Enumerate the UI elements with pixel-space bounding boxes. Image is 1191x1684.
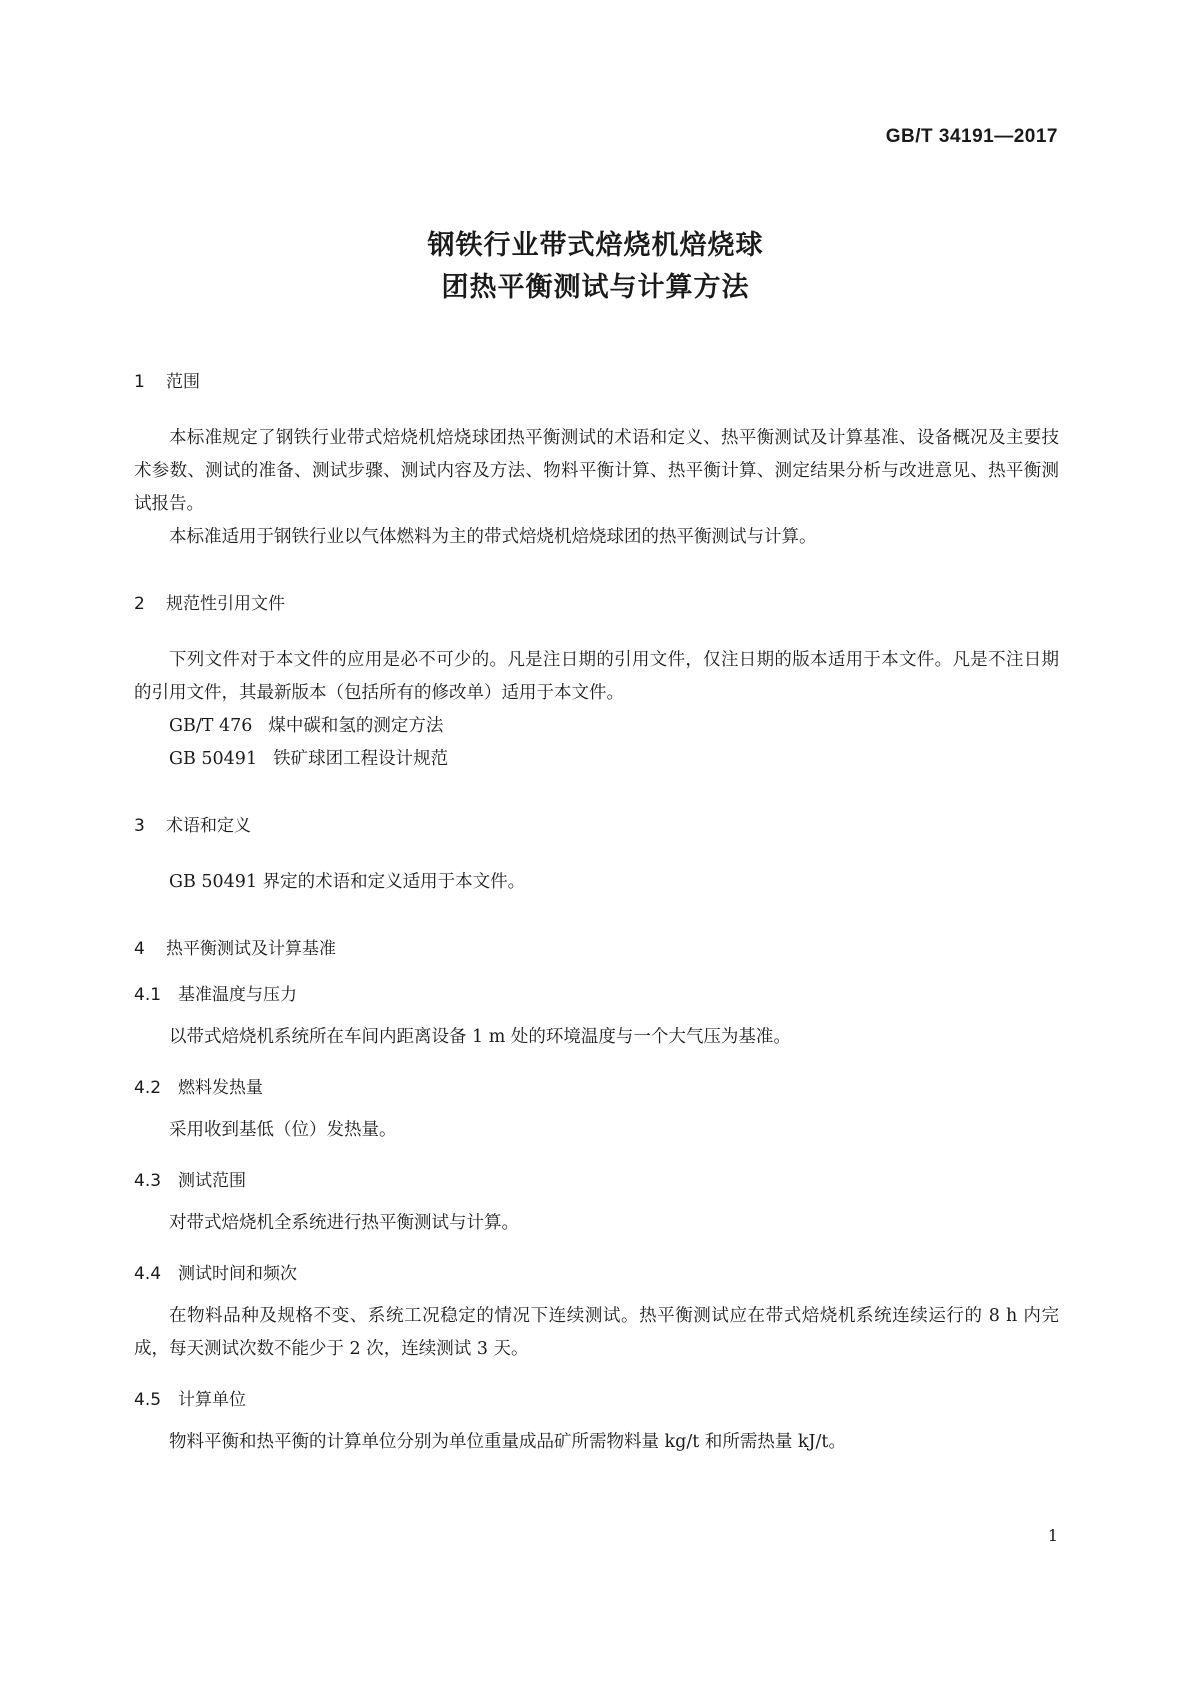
- section-heading-2: [134, 592, 1059, 616]
- reference-name: 铁矿球团工程设计规范: [273, 749, 449, 769]
- document-body: [134, 370, 1059, 1459]
- subsection-heading-4-3: [134, 1169, 1059, 1193]
- subsection-title: 测试时间和频次: [178, 1264, 297, 1284]
- standard-number: GB/T 34191—2017: [885, 126, 1058, 147]
- reference-code: GB/T 476: [169, 716, 253, 736]
- paragraph: 物料平衡和热平衡的计算单位分别为单位重量成品矿所需物料量 kg/t 和所需热量 kJ/t。: [169, 1432, 846, 1452]
- section-number: 4: [134, 939, 145, 959]
- subsection-number: 4.5: [134, 1390, 162, 1410]
- subsection-number: 4.4: [134, 1264, 162, 1284]
- document-title-line-1: 钢铁行业带式焙烧机焙烧球: [427, 230, 764, 261]
- subsection-number: 4.3: [134, 1171, 162, 1191]
- subsection-title: 基准温度与压力: [178, 985, 297, 1005]
- subsection-title: 测试范围: [178, 1171, 246, 1191]
- subsection-title: 燃料发热量: [178, 1078, 263, 1098]
- paragraph: 在物料品种及规格不变、系统工况稳定的情况下连续测试。热平衡测试应在带式焙烧机系统连续运行的 8 h 内完成，每天测试次数不能少于 2 次，连续测试 3 天。: [134, 1306, 1059, 1359]
- section-title: 术语和定义: [166, 816, 251, 836]
- section-title: 范围: [166, 372, 200, 392]
- subsection-heading-4-5: [134, 1388, 1059, 1412]
- document-title-line-2: 团热平衡测试与计算方法: [441, 272, 750, 303]
- paragraph: GB 50491 界定的术语和定义适用于本文件。: [169, 872, 526, 892]
- paragraph: 本标准适用于钢铁行业以气体燃料为主的带式焙烧机焙烧球团的热平衡测试与计算。: [169, 527, 817, 547]
- document-title: [0, 225, 1191, 309]
- section-title: 规范性引用文件: [166, 594, 285, 614]
- subsection-heading-4-4: [134, 1262, 1059, 1286]
- subsection-heading-4-1: [134, 983, 1059, 1007]
- paragraph: 以带式焙烧机系统所在车间内距离设备 1 m 处的环境温度与一个大气压为基准。: [169, 1027, 791, 1047]
- subsection-title: 计算单位: [178, 1390, 246, 1410]
- subsection-heading-4-2: [134, 1076, 1059, 1100]
- section-title: 热平衡测试及计算基准: [166, 939, 336, 959]
- reference-item: [134, 743, 1059, 776]
- paragraph: 本标准规定了钢铁行业带式焙烧机焙烧球团热平衡测试的术语和定义、热平衡测试及计算基准、设备概况及主要技术参数、测试的准备、测试步骤、测试内容及方法、物料平衡计算、热平衡计算、测定结果分析与改进意见、热平衡测试报告。: [134, 428, 1059, 514]
- paragraph: 下列文件对于本文件的应用是必不可少的。凡是注日期的引用文件，仅注日期的版本适用于本文件。凡是不注日期的引用文件，其最新版本（包括所有的修改单）适用于本文件。: [134, 650, 1059, 703]
- section-heading-4: [134, 937, 1059, 961]
- reference-item: [134, 710, 1059, 743]
- reference-code: GB 50491: [169, 749, 258, 769]
- subsection-number: 4.2: [134, 1078, 162, 1098]
- paragraph: 对带式焙烧机全系统进行热平衡测试与计算。: [169, 1213, 519, 1233]
- section-heading-3: [134, 814, 1059, 838]
- section-number: 2: [134, 594, 145, 614]
- paragraph: 采用收到基低（位）发热量。: [169, 1120, 397, 1140]
- reference-name: 煤中碳和氢的测定方法: [268, 716, 444, 736]
- page-number: 1: [1047, 1526, 1058, 1545]
- section-number: 1: [134, 372, 145, 392]
- section-heading-1: [134, 370, 1059, 394]
- section-number: 3: [134, 816, 145, 836]
- subsection-number: 4.1: [134, 985, 162, 1005]
